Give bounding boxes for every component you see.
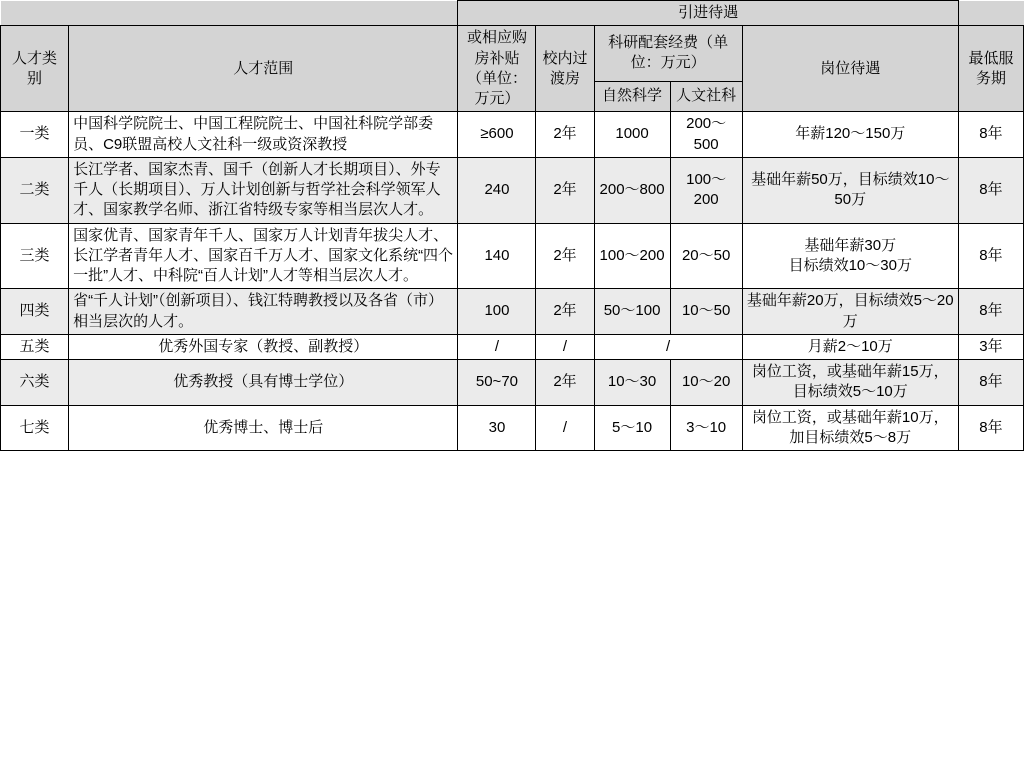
cell-campus-house: 2年 [536, 289, 594, 335]
cell-category: 二类 [1, 157, 69, 223]
header-spacer-left [1, 1, 69, 26]
header-research-fund: 科研配套经费（单位：万元） [594, 26, 742, 81]
table-row [1, 360, 1024, 406]
cell-natural-science: 50～100 [594, 289, 670, 335]
cell-scope: 优秀博士、博士后 [69, 405, 458, 451]
cell-humanities: 10～50 [670, 289, 742, 335]
cell-post-treatment: 基础年薪20万，目标绩效5～20万 [742, 289, 958, 335]
header-scope: 人才范围 [69, 26, 458, 112]
cell-post-treatment: 基础年薪50万，目标绩效10～50万 [742, 157, 958, 223]
header-post-treatment: 岗位待遇 [742, 26, 958, 112]
cell-category: 七类 [1, 405, 69, 451]
cell-category: 四类 [1, 289, 69, 335]
table-header [1, 1, 1024, 112]
cell-min-service: 3年 [958, 334, 1023, 359]
cell-min-service: 8年 [958, 405, 1023, 451]
header-humanities: 人文社科 [670, 81, 742, 112]
cell-natural-science: 100～200 [594, 223, 670, 289]
cell-campus-house: 2年 [536, 157, 594, 223]
cell-post-treatment: 月薪2～10万 [742, 334, 958, 359]
cell-category: 三类 [1, 223, 69, 289]
cell-category: 六类 [1, 360, 69, 406]
table-row [1, 289, 1024, 335]
header-row-2 [1, 26, 1024, 81]
cell-humanities: 200～500 [670, 112, 742, 158]
cell-scope: 优秀教授（具有博士学位） [69, 360, 458, 406]
cell-buy-house: 140 [458, 223, 536, 289]
cell-scope: 中国科学院院士、中国工程院院士、中国社科院学部委员、C9联盟高校人文社科一级或资深教授 [69, 112, 458, 158]
cell-humanities: 100～200 [670, 157, 742, 223]
cell-min-service: 8年 [958, 112, 1023, 158]
table-row [1, 334, 1024, 359]
cell-min-service: 8年 [958, 157, 1023, 223]
cell-post-treatment: 年薪120～150万 [742, 112, 958, 158]
header-campus-house: 校内过渡房 [536, 26, 594, 112]
cell-natural-science: 200～800 [594, 157, 670, 223]
cell-scope: 优秀外国专家（教授、副教授） [69, 334, 458, 359]
cell-buy-house: ≥600 [458, 112, 536, 158]
cell-campus-house: 2年 [536, 112, 594, 158]
header-intro-package: 引进待遇 [458, 1, 958, 26]
cell-buy-house: 50~70 [458, 360, 536, 406]
cell-buy-house: 30 [458, 405, 536, 451]
header-row-1 [1, 1, 1024, 26]
cell-min-service: 8年 [958, 289, 1023, 335]
cell-campus-house: 2年 [536, 223, 594, 289]
cell-category: 一类 [1, 112, 69, 158]
cell-natural-science: 1000 [594, 112, 670, 158]
cell-natural-science: 10～30 [594, 360, 670, 406]
cell-scope: 省“千人计划”（创新项目）、钱江特聘教授以及各省（市）相当层次的人才。 [69, 289, 458, 335]
table-row [1, 223, 1024, 289]
header-spacer-right [958, 1, 1023, 26]
header-spacer-scope [69, 1, 458, 26]
cell-humanities: 20～50 [670, 223, 742, 289]
table-row [1, 405, 1024, 451]
cell-scope: 国家优青、国家青年千人、国家万人计划青年拔尖人才、长江学者青年人才、国家百千万人才、国家文化系统“四个一批”人才、中科院“百人计划”人才等相当层次人才。 [69, 223, 458, 289]
cell-post-treatment: 岗位工资，或基础年薪15万，目标绩效5～10万 [742, 360, 958, 406]
header-natural-science: 自然科学 [594, 81, 670, 112]
cell-post-treatment: 岗位工资，或基础年薪10万，加目标绩效5～8万 [742, 405, 958, 451]
cell-campus-house: / [536, 334, 594, 359]
header-min-service: 最低服务期 [958, 26, 1023, 112]
table-body [1, 112, 1024, 451]
cell-research-fund: / [594, 334, 742, 359]
cell-min-service: 8年 [958, 223, 1023, 289]
cell-min-service: 8年 [958, 360, 1023, 406]
cell-category: 五类 [1, 334, 69, 359]
cell-humanities: 3～10 [670, 405, 742, 451]
cell-campus-house: 2年 [536, 360, 594, 406]
cell-campus-house: / [536, 405, 594, 451]
header-category: 人才类别 [1, 26, 69, 112]
table-row [1, 157, 1024, 223]
cell-buy-house: 240 [458, 157, 536, 223]
cell-buy-house: / [458, 334, 536, 359]
cell-post-treatment: 基础年薪30万 目标绩效10～30万 [742, 223, 958, 289]
cell-humanities: 10～20 [670, 360, 742, 406]
table-row [1, 112, 1024, 158]
cell-scope: 长江学者、国家杰青、国千（创新人才长期项目）、外专千人（长期项目）、万人计划创新与哲学社会科学领军人才、国家教学名师、浙江省特级专家等相当层次人才。 [69, 157, 458, 223]
cell-buy-house: 100 [458, 289, 536, 335]
cell-natural-science: 5～10 [594, 405, 670, 451]
header-buy-house: 或相应购房补贴（单位：万元） [458, 26, 536, 112]
